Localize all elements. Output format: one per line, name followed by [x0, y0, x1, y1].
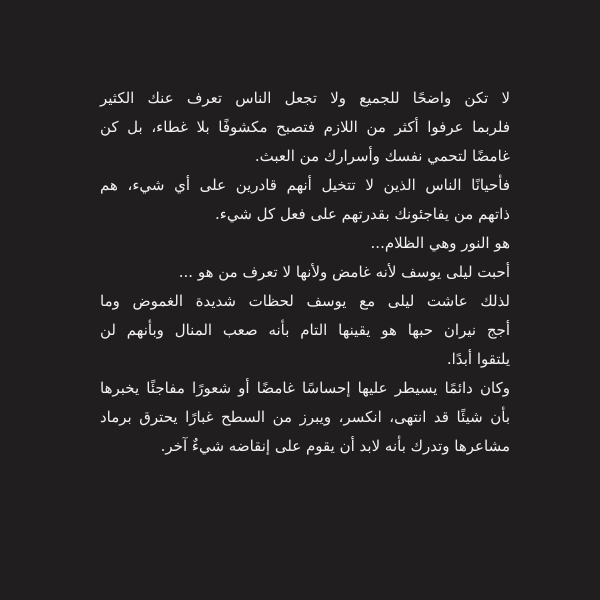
text-line: فأحيانًا الناس الذين لا تتخيل أنهم قادرين على أي شيء، هم: [100, 176, 510, 194]
text-line: وكان دائمًا يسيطر عليها إحساسًا غامضًا أو شعورًا مفاجئًا يخبرها: [100, 379, 510, 397]
text-line: أحبت ليلى يوسف لأنه غامض ولأنها لا تعرف من هو ...: [178, 263, 510, 281]
text-line: لذلك عاشت ليلى مع يوسف لحظات شديدة الغموض وما: [100, 292, 510, 310]
text-line: يلتقوا أبدًا.: [446, 350, 510, 368]
text-line: لا تكن واضحًا للجميع ولا تجعل الناس تعرف عنك الكثير: [100, 89, 510, 107]
text-line: غامضًا لتحمي نفسك وأسرارك من العبث.: [254, 147, 510, 165]
text-line: ذاتهم من يفاجئونك بقدرتهم على فعل كل شيء.: [215, 205, 510, 223]
text-paragraphs: [100, 84, 510, 461]
text-line: هو النور وهي الظلام...: [370, 234, 510, 252]
text-line: فلربما عرفوا أكثر من اللازم فتصبح مكشوفًا بلا غطاء، بل كن: [100, 118, 510, 136]
text-line: أجج نيران حبها هو يقينها التام بأنه صعب المنال وبأنهم لن: [100, 321, 510, 339]
text-line: مشاعرها وتدرك بأنه لابد أن يقوم على إنقاضه شيءٌ آخر.: [160, 437, 510, 455]
text-line: بأن شيئًا قد انتهى، انكسر، ويبرز من السطح غبارًا يحترق برماد: [100, 408, 510, 426]
